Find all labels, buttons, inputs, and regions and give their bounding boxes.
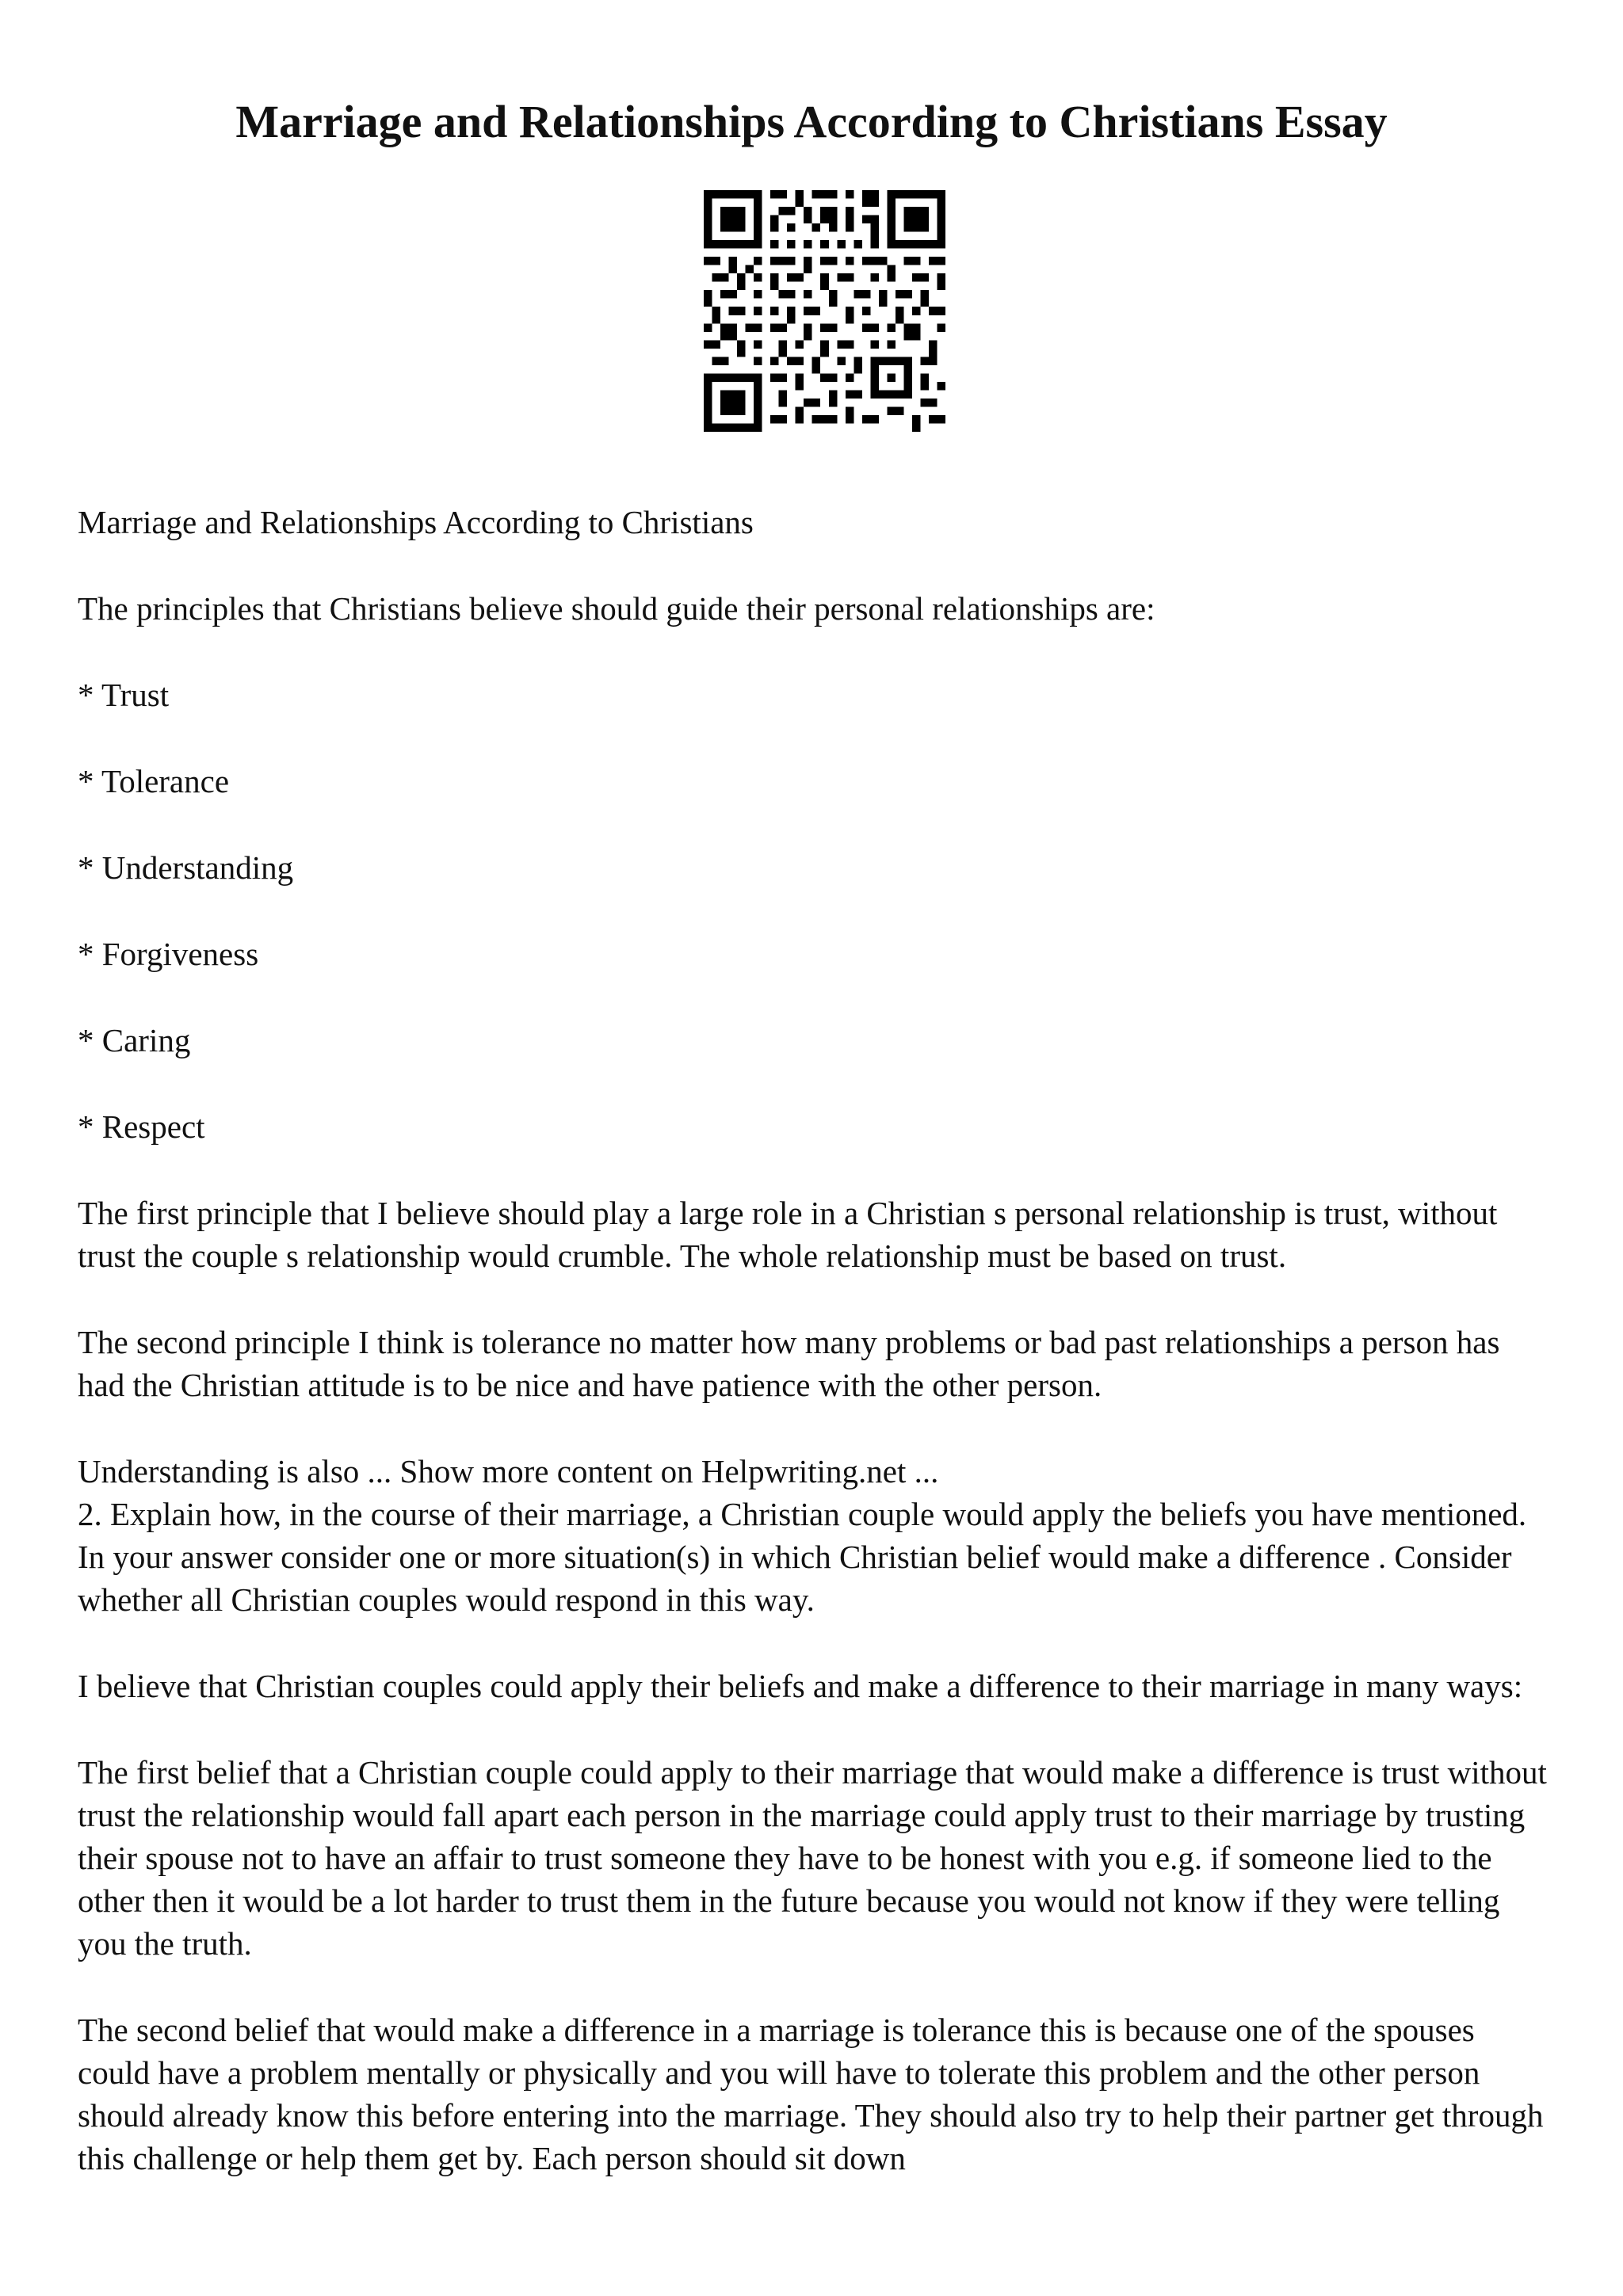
show-more-line: Understanding is also ... Show more content on Helpwriting.net ... (78, 1453, 939, 1489)
essay-heading: Marriage and Relationships According to Christians (78, 504, 754, 540)
tolerance-paragraph: The second principle I think is tolerance no matter how many problems or bad past relationships a person has had the Christian attitude is to be nice and have patience with the other person. (78, 1324, 1500, 1403)
first-belief-paragraph: The first belief that a Christian couple could apply to their marriage that would make a difference is trust without trust the relationship would fall apart each person in the marriage could apply trust to their marriage by trusting their spouse not to have an affair to trust someone they have to be honest with you e.g. if someone lied to the other then it would be a lot harder to trust them in the future because you would not know if they were telling you the truth. (78, 1754, 1547, 1962)
page-title: Marriage and Relationships According to Christians Essay (235, 96, 1388, 147)
second-belief-paragraph: The second belief that would make a difference in a marriage is tolerance this is because one of the spouses could have a problem mentally or physically and you will have to tolerate this problem and the other person should already know this before entering into the marriage. They should also try to help their partner get through this challenge or help them get by. Each person should sit down (78, 2012, 1544, 2176)
apply-paragraph: I believe that Christian couples could apply their beliefs and make a difference to their marriage in many ways: (78, 1668, 1523, 1704)
principle-list-item: * Tolerance (78, 763, 230, 799)
principle-list-item: * Respect (78, 1108, 205, 1145)
qr-code-icon (704, 190, 945, 432)
principle-list-item: * Forgiveness (78, 936, 259, 972)
qr-code-graphic (704, 190, 945, 432)
principle-list-item: * Caring (78, 1022, 191, 1058)
principle-list-item: * Understanding (78, 849, 294, 886)
intro-paragraph: The principles that Christians believe should guide their personal relationships are: (78, 590, 1155, 627)
essay-body (78, 501, 1552, 2223)
trust-paragraph: The first principle that I believe should play a large role in a Christian s personal relationship is trust, without trust the couple s relationship would crumble. The whole relationship must be based on trust. (78, 1195, 1498, 1274)
question-2-paragraph: 2. Explain how, in the course of their marriage, a Christian couple would apply the beliefs you have mentioned. In your answer consider one or more situation(s) in which Christian belief would make a difference . Consider whether all Christian couples would respond in this way. (78, 1496, 1527, 1618)
principle-list-item: * Trust (78, 677, 170, 713)
